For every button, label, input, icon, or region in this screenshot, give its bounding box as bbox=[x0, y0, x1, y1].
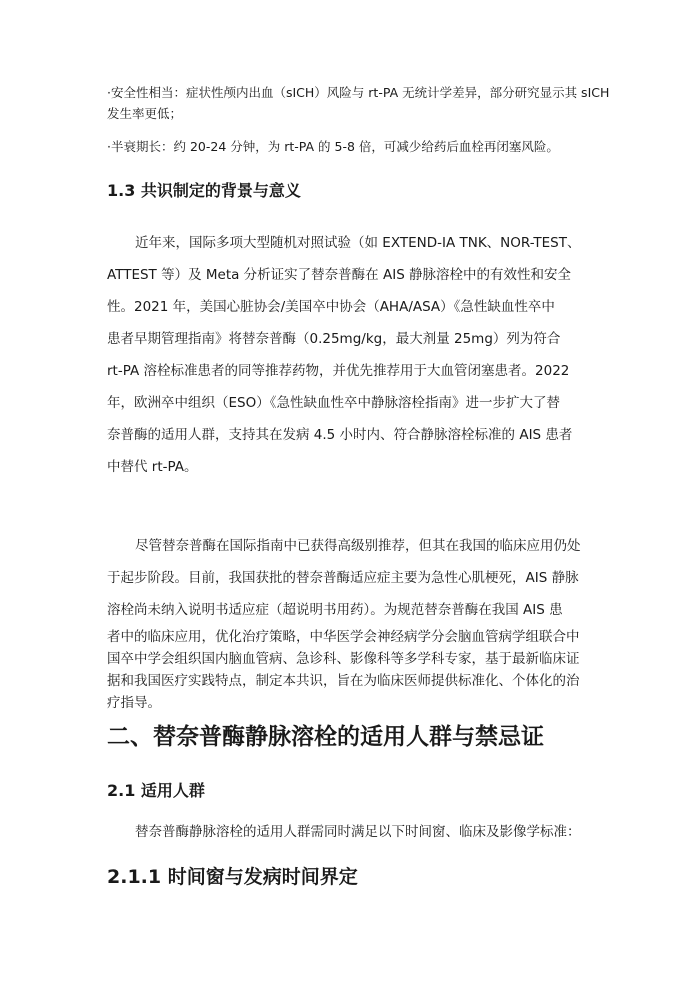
bullet-safety bbox=[107, 82, 610, 124]
section-heading-1-3: 1.3 共识制定的背景与意义 bbox=[107, 181, 301, 200]
paragraph-line: 中替代 rt-PA。 bbox=[107, 459, 198, 475]
section-heading-2-1-1: 2.1.1 时间窗与发病时间界定 bbox=[107, 866, 358, 888]
paragraph-line: 疗指导。 bbox=[107, 695, 161, 711]
paragraph-line: 患者早期管理指南》将替奈普酶（0.25mg/kg，最大剂量 25mg）列为符合 bbox=[107, 331, 561, 347]
bullet-safety-line-1: ·安全性相当：症状性颅内出血（sICH）风险与 rt-PA 无统计学差异，部分研究显示其 sICH bbox=[107, 85, 610, 100]
paragraph-line: 年，欧洲卒中组织（ESO）《急性缺血性卒中静脉溶栓指南》进一步扩大了替 bbox=[107, 395, 560, 411]
bullet-half-life-line-1: ·半衰期长：约 20-24 分钟，为 rt-PA 的 5-8 倍，可减少给药后血栓再闭塞风险。 bbox=[107, 139, 559, 154]
bullet-safety-line-2: 发生率更低； bbox=[107, 106, 183, 121]
chapter-heading-2: 二、替奈普酶静脉溶栓的适用人群与禁忌证 bbox=[107, 724, 544, 750]
section-heading-2-1: 2.1 适用人群 bbox=[107, 781, 205, 800]
paragraph-line: rt-PA 溶栓标准患者的同等推荐药物，并优先推荐用于大血管闭塞患者。2022 bbox=[107, 363, 570, 379]
bullet-half-life bbox=[107, 136, 602, 157]
paragraph-line: 于起步阶段。目前，我国获批的替奈普酶适应症主要为急性心肌梗死，AIS 静脉 bbox=[107, 570, 579, 586]
paragraph-intro-2-1: 替奈普酶静脉溶栓的适用人群需同时满足以下时间窗、临床及影像学标准： bbox=[135, 824, 581, 840]
paragraph-significance-cont bbox=[107, 626, 597, 714]
paragraph-line: ATTEST 等）及 Meta 分析证实了替奈普酶在 AIS 静脉溶栓中的有效性和安全 bbox=[107, 267, 572, 283]
paragraph-significance bbox=[107, 530, 597, 626]
paragraph-background bbox=[107, 227, 597, 483]
paragraph-line: 性。2021 年，美国心脏协会/美国卒中协会（AHA/ASA）《急性缺血性卒中 bbox=[107, 299, 555, 315]
paragraph-line: 奈普酶的适用人群，支持其在发病 4.5 小时内、符合静脉溶栓标准的 AIS 患者 bbox=[107, 427, 573, 443]
paragraph-line: 国卒中学会组织国内脑血管病、急诊科、影像科等多学科专家，基于最新临床证 bbox=[107, 651, 580, 667]
paragraph-line: 尽管替奈普酶在国际指南中已获得高级别推荐，但其在我国的临床应用仍处 bbox=[135, 538, 581, 554]
paragraph-line: 者中的临床应用，优化治疗策略，中华医学会神经病学分会脑血管病学组联合中 bbox=[107, 629, 580, 645]
paragraph-line: 溶栓尚未纳入说明书适应症（超说明书用药）。为规范替奈普酶在我国 AIS 患 bbox=[107, 602, 563, 618]
paragraph-line: 近年来，国际多项大型随机对照试验（如 EXTEND-IA TNK、NOR-TEST、 bbox=[135, 235, 581, 251]
paragraph-line: 据和我国医疗实践特点，制定本共识，旨在为临床医师提供标准化、个体化的治 bbox=[107, 673, 580, 689]
